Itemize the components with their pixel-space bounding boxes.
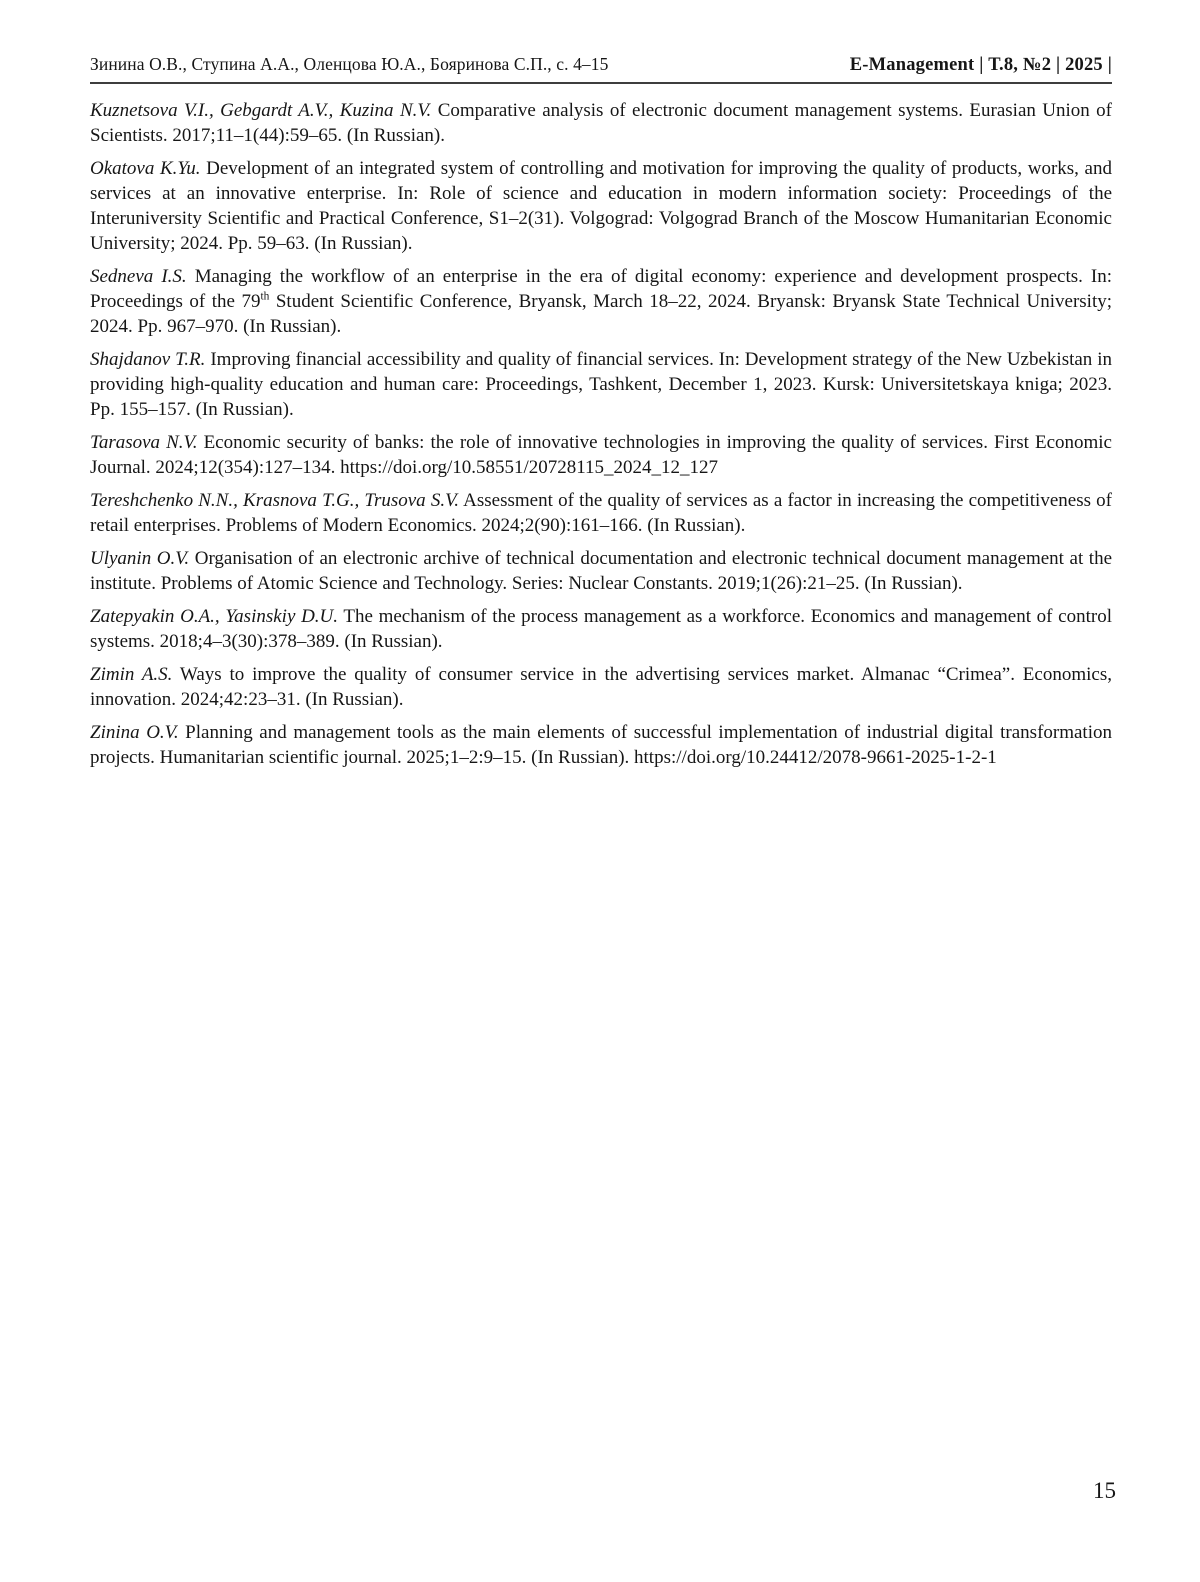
doi-link[interactable]: https://doi.org/10.24412/2078-9661-2025-1-2-1 — [634, 747, 997, 768]
reference-text: Organisation of an electronic archive of technical documentation and electronic technical document management at the institute. Problems of Atomic Science and Technology. Series: Nuclear Constants. 2019;1(26):21–25. (In Russian). — [90, 548, 1112, 594]
reference-text: Planning and management tools as the main elements of successful implementation of industrial digital transformation projects. Humanitarian scientific journal. 2025;1–2:9–15. (In Russian). — [90, 722, 1112, 768]
reference-entry — [90, 604, 1112, 654]
reference-authors: Tarasova N.V. — [90, 432, 198, 453]
doi-link[interactable]: https://doi.org/10.58551/20728115_2024_12_127 — [340, 457, 719, 478]
reference-authors: Okatova K.Yu. — [90, 158, 201, 179]
reference-authors: Sedneva I.S. — [90, 266, 187, 287]
reference-authors: Tereshchenko N.N., Krasnova T.G., Trusova S.V. — [90, 490, 460, 511]
reference-authors: Zinina O.V. — [90, 722, 179, 743]
running-head — [90, 0, 1112, 76]
reference-text: Managing the workflow of an enterprise in the era of digital economy: experience and development prospects. In: Proceedings of the 79 — [90, 266, 1113, 312]
reference-entry — [90, 546, 1112, 596]
reference-authors: Kuznetsova V.I., Gebgardt A.V., Kuzina N.V. — [90, 100, 432, 121]
page-number: 15 — [1093, 1478, 1116, 1503]
reference-text: Assessment of the quality of services as a factor in increasing the competitiveness of retail enterprises. Problems of Modern Economics. 2024;2(90):161–166. (In Russian). — [90, 490, 1112, 536]
reference-text: Economic security of banks: the role of innovative technologies in improving the quality of services. First Economic Journal. 2024;12(354):127–134. — [90, 432, 1112, 478]
reference-text: The mechanism of the process management as a workforce. Economics and management of control systems. 2018;4–3(30):378–389. (In Russian). — [90, 606, 1112, 652]
header-rule — [90, 82, 1112, 84]
reference-text: Improving financial accessibility and quality of financial services. In: Development strategy of the New Uzbekistan in providing high-quality education and human care: Proceedings, Tashkent, December 1, 2023. Kursk: Universitetskaya kniga; 2023. Pp. 155–157. (In Russian). — [90, 349, 1112, 420]
reference-entry — [90, 264, 1112, 339]
reference-text: Development of an integrated system of controlling and motivation for improving the quality of products, works, and services at an innovative enterprise. In: Role of science and education in modern information society: Proceedings of the Interuniversity Scientific and Practical Conference, S1–2(31). Volgograd: Volgograd Branch of the Moscow Humanitarian Economic University; 2024. Pp. 59–63. (In Russian). — [90, 158, 1112, 254]
reference-authors: Ulyanin O.V. — [90, 548, 190, 569]
reference-authors: Shajdanov T.R. — [90, 349, 206, 370]
reference-text: Comparative analysis of electronic document management systems. Eurasian Union of Scientists. 2017;11–1(44):59–65. (In Russian). — [90, 100, 1113, 146]
reference-entry — [90, 156, 1112, 256]
reference-entry — [90, 98, 1112, 148]
running-head-journal: E-Management | Т.8, №2 | 2025 | — [849, 55, 1112, 75]
reference-entry — [90, 488, 1112, 538]
reference-authors: Zatepyakin O.A., Yasinskiy D.U. — [90, 606, 339, 627]
reference-entry — [90, 720, 1112, 770]
reference-text: Ways to improve the quality of consumer service in the advertising services market. Almanac “Crimea”. Economics, innovation. 2024;42:23–31. (In Russian). — [90, 664, 1112, 710]
reference-entry — [90, 662, 1112, 712]
reference-entry — [90, 430, 1112, 480]
superscript-ordinal: th — [260, 290, 270, 303]
reference-text: Student Scientific Conference, Bryansk, March 18–22, 2024. Bryansk: Bryansk State Technical University; 2024. Pp. 967–970. (In Russian). — [90, 291, 1112, 337]
reference-authors: Zimin A.S. — [90, 664, 173, 685]
references-list — [90, 98, 1112, 770]
running-head-authors: Зинина О.В., Ступина А.А., Оленцова Ю.А., Бояринова С.П., с. 4–15 — [90, 54, 609, 74]
reference-entry — [90, 347, 1112, 422]
